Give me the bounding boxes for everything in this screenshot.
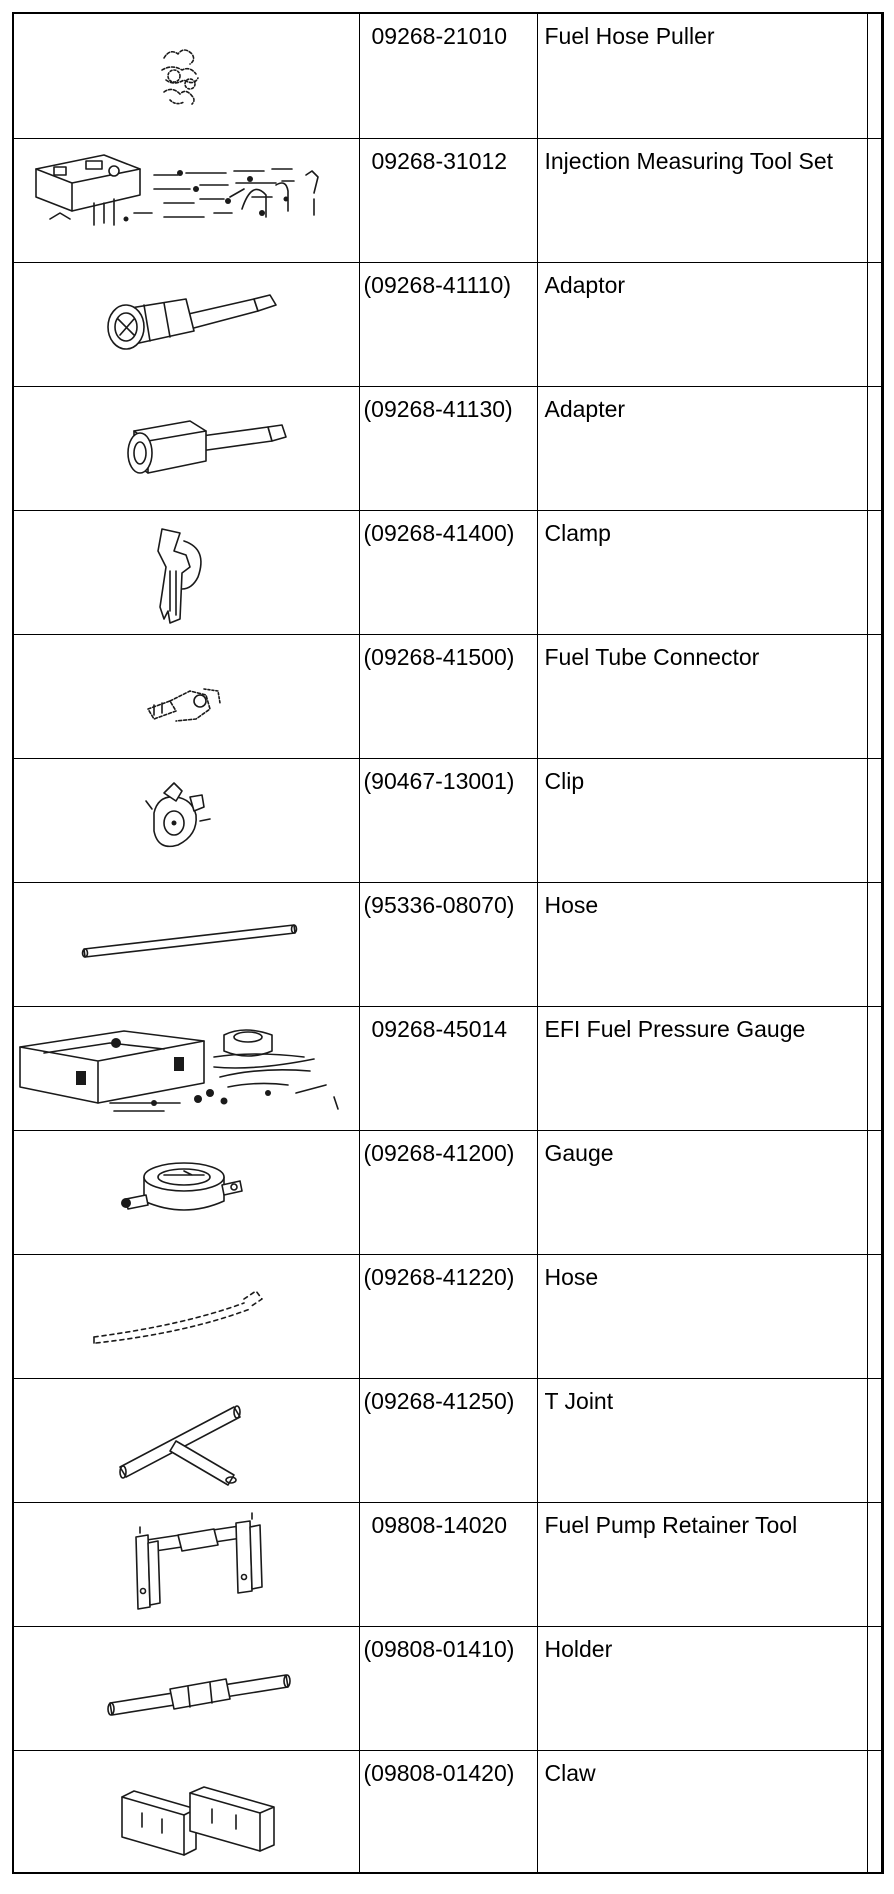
tool-name-cell xyxy=(537,262,867,386)
blank-cell xyxy=(867,262,881,386)
part-number: (09268-41110) xyxy=(363,271,511,298)
blank-cell xyxy=(867,1750,881,1874)
tool-image-cell xyxy=(14,882,359,1006)
part-number: (09808-01420) xyxy=(363,1759,515,1786)
injection-measuring-tool-set-illustration xyxy=(14,139,359,263)
table-row xyxy=(14,758,881,882)
part-number: (95336-08070) xyxy=(363,891,515,918)
tool-name-cell xyxy=(537,1378,867,1502)
efi-fuel-pressure-gauge-illustration xyxy=(14,1007,359,1131)
tool-image-cell xyxy=(14,510,359,634)
part-number: (90467-13001) xyxy=(363,767,515,794)
part-number: (09268-41200) xyxy=(363,1139,515,1166)
holder-illustration xyxy=(14,1627,359,1751)
part-number: (09268-41500) xyxy=(363,643,515,670)
blank-cell xyxy=(867,510,881,634)
fuel-pump-retainer-tool-illustration xyxy=(14,1503,359,1627)
table-row xyxy=(14,1006,881,1130)
part-number: 09268-45014 xyxy=(371,1015,508,1042)
part-number: (09808-01410) xyxy=(363,1635,515,1662)
tool-name-cell xyxy=(537,634,867,758)
tool-name-cell xyxy=(537,1750,867,1874)
blank-cell xyxy=(867,386,881,510)
table-row xyxy=(14,1502,881,1626)
part-number-cell xyxy=(359,1750,537,1874)
part-number: 09268-21010 xyxy=(371,23,508,49)
tool-name: Claw xyxy=(544,1759,596,1786)
part-number: (09268-41400) xyxy=(363,519,515,546)
part-number-cell xyxy=(359,1626,537,1750)
tool-image-cell xyxy=(14,758,359,882)
tool-name: Clamp xyxy=(544,519,611,546)
tool-image-cell xyxy=(14,1750,359,1874)
tool-name-cell xyxy=(537,138,867,262)
t-joint-illustration xyxy=(14,1379,359,1503)
tool-image-cell xyxy=(14,1006,359,1130)
part-number: (09268-41220) xyxy=(363,1263,515,1290)
part-number-cell xyxy=(359,1130,537,1254)
part-number-cell xyxy=(359,1502,537,1626)
part-number-cell xyxy=(359,14,537,138)
part-number-cell xyxy=(359,634,537,758)
blank-cell xyxy=(867,634,881,758)
table-row xyxy=(14,1626,881,1750)
tool-name-cell xyxy=(537,758,867,882)
blank-cell xyxy=(867,882,881,1006)
tool-name-cell xyxy=(537,1254,867,1378)
table-row xyxy=(14,262,881,386)
part-number: 09808-14020 xyxy=(371,1511,508,1538)
tool-name-cell xyxy=(537,510,867,634)
tool-name-cell xyxy=(537,14,867,138)
tool-name: Hose xyxy=(544,1263,599,1290)
table-row xyxy=(14,1254,881,1378)
table-row xyxy=(14,510,881,634)
claw-illustration xyxy=(14,1751,359,1875)
part-number-cell xyxy=(359,386,537,510)
clip-illustration xyxy=(14,759,359,883)
blank-cell xyxy=(867,758,881,882)
tool-image-cell xyxy=(14,386,359,510)
part-number-cell xyxy=(359,138,537,262)
tool-name: Fuel Hose Puller xyxy=(544,23,715,49)
tool-image-cell xyxy=(14,138,359,262)
tool-image-cell xyxy=(14,262,359,386)
blank-cell xyxy=(867,1006,881,1130)
part-number-cell xyxy=(359,510,537,634)
table-row xyxy=(14,1750,881,1874)
table-row xyxy=(14,14,881,138)
tool-name-cell xyxy=(537,1130,867,1254)
tool-name: Fuel Tube Connector xyxy=(544,643,760,670)
part-number-cell xyxy=(359,758,537,882)
tool-name: Fuel Pump Retainer Tool xyxy=(544,1511,798,1538)
table-row xyxy=(14,138,881,262)
tool-name: Holder xyxy=(544,1635,613,1662)
blank-cell xyxy=(867,1254,881,1378)
tool-name: Adapter xyxy=(544,395,626,422)
blank-cell xyxy=(867,138,881,262)
tool-name-cell xyxy=(537,1502,867,1626)
clamp-illustration xyxy=(14,511,359,635)
tool-name: T Joint xyxy=(544,1387,614,1414)
gauge-illustration xyxy=(14,1131,359,1255)
tool-name: Hose xyxy=(544,891,599,918)
tool-name-cell xyxy=(537,1006,867,1130)
tool-name: Injection Measuring Tool Set xyxy=(544,147,834,174)
table-row xyxy=(14,386,881,510)
tool-image-cell xyxy=(14,1626,359,1750)
tool-image-cell xyxy=(14,1378,359,1502)
table-row xyxy=(14,634,881,758)
part-number-cell xyxy=(359,1006,537,1130)
tool-image-cell xyxy=(14,1254,359,1378)
part-number: (09268-41250) xyxy=(363,1387,515,1414)
blank-cell xyxy=(867,1130,881,1254)
hose-illustration xyxy=(14,883,359,1007)
fuel-hose-puller-illustration xyxy=(14,14,359,138)
fuel-tube-connector-illustration xyxy=(14,635,359,759)
part-number-cell xyxy=(359,882,537,1006)
blank-cell xyxy=(867,1378,881,1502)
tool-name: EFI Fuel Pressure Gauge xyxy=(544,1015,806,1042)
table-row xyxy=(14,1378,881,1502)
hose-illustration xyxy=(14,1255,359,1379)
blank-cell xyxy=(867,14,881,138)
part-number: 09268-31012 xyxy=(371,147,508,174)
table-row xyxy=(14,1130,881,1254)
part-number-cell xyxy=(359,262,537,386)
blank-cell xyxy=(867,1626,881,1750)
tool-name: Clip xyxy=(544,767,585,794)
tool-image-cell xyxy=(14,14,359,138)
tool-name: Adaptor xyxy=(544,271,626,298)
part-number-cell xyxy=(359,1254,537,1378)
special-service-tools-sheet xyxy=(12,12,884,1874)
blank-cell xyxy=(867,1502,881,1626)
tool-name-cell xyxy=(537,1626,867,1750)
tool-name-cell xyxy=(537,882,867,1006)
table-row xyxy=(14,882,881,1006)
tool-name: Gauge xyxy=(544,1139,614,1166)
tool-name-cell xyxy=(537,386,867,510)
tool-image-cell xyxy=(14,634,359,758)
adaptor-illustration xyxy=(14,263,359,387)
tool-image-cell xyxy=(14,1130,359,1254)
part-number: (09268-41130) xyxy=(363,395,513,422)
tool-image-cell xyxy=(14,1502,359,1626)
adapter-illustration xyxy=(14,387,359,511)
part-number-cell xyxy=(359,1378,537,1502)
tools-table xyxy=(14,14,882,1874)
